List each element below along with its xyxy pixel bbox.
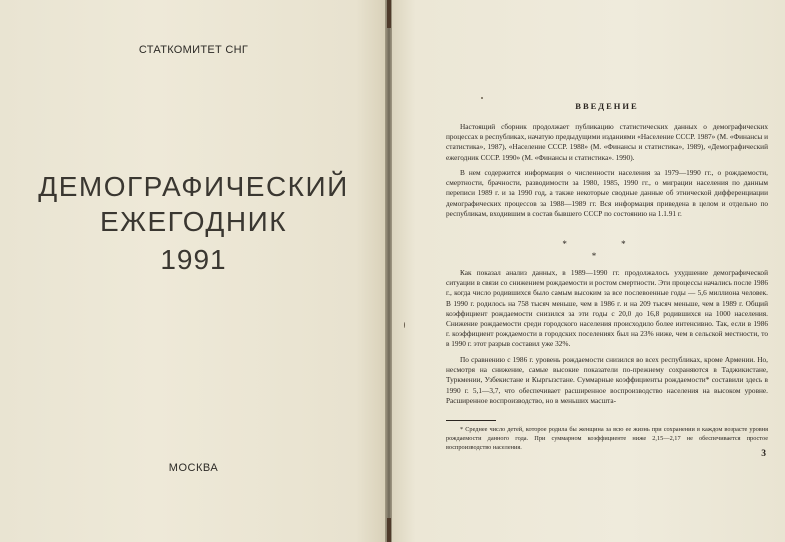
separator-star-bottom: * [591, 251, 623, 261]
title-line-1: ДЕМОГРАФИЧЕСКИЙ [38, 171, 349, 202]
title-line-2: ЕЖЕГОДНИК [99, 206, 288, 237]
gutter-mark-top [387, 0, 391, 28]
paragraph-1: Настоящий сборник продолжает публикацию статистических данных о демографических процессах в республиках, начатую предыдущими изданиями «Население СССР. 1987» (М. «Финансы и статистика», 1987), «Население СССР. 1988» (М. «Финансы и статистика», 1989), «Демографический ежегодник СССР. 1990» (М. «Финансы и статистика». 1990). [446, 122, 768, 162]
publication-city: МОСКВА [168, 462, 219, 474]
paper-speck [481, 97, 483, 99]
publisher-name: СТАТКОМИТЕТ СНГ [138, 44, 249, 56]
left-page [0, 0, 387, 542]
title-year: 1991 [160, 244, 227, 275]
section-separator [446, 238, 768, 262]
separator-stars-top: * * [562, 239, 652, 249]
paragraph-2: В нем содержится информация о численности населения за 1979—1990 гг., о рождаемости, смертности, брачности, разводимости за 1980, 1985, 1990 гг., о миграции населения по данным переписи 1989 г. и за 1990 год, а также некоторые сводные данные об этнической дифференциации демографических процессов за 1988—1989 гг. Вся информация приведена в целом и отдельно по республикам, входившим в состав бывшего СССР по состоянию на 1.1.91 г. [446, 168, 768, 218]
paragraph-3: Как показал анализ данных, в 1989—1990 гг. продолжалось ухудшение демографической ситуации в связи со снижением рождаемости и ростом смертности. Эти процессы начались после 1986 г., когда число родившихся было самым высоким за все послевоенные годы — 5,6 миллиона человек. В 1990 г. родилось на 758 тысяч меньше, чем в 1986 г. и на 209 тысяч меньше, чем в 1989 г. Общий коэффициент рождаемости снизился за эти годы с 20,0 до 16,8 родившихся на 1000 населения. Снижение рождаемости среди городского населения происходило более интенсивно. Так, если в 1986 г. коэффициент рождаемости в городских поселениях был на 23% ниже, чем в сельской местности, то в 1990 г. этот разрыв составил уже 32%. [446, 268, 768, 349]
footnote: * Среднее число детей, которое родила бы женщина за всю ее жизнь при сохранении в каждом возрасте уровня рождаемости данного года. При суммарном коэффициенте ниже 2,15—2,17 не обеспечивается простое воспроизводство населения. [446, 426, 768, 451]
section-heading: ВВЕДЕНИЕ [575, 101, 639, 111]
gutter-mark-bottom [387, 518, 391, 542]
footnote-rule [446, 420, 496, 421]
page-number: 3 [761, 449, 766, 459]
paragraph-4: По сравнению с 1986 г. уровень рождаемости снизился во всех республиках, кроме Армении. Но, несмотря на снижение, самые высокие показатели по-прежнему сохраняются в Таджикистане, Туркмении, Узбекистане и Кыргызстане. Суммарные коэффициенты рождаемости* составили здесь в 1990 г. 5,1—3,7, что обеспечивает расширенное воспроизводство населения на высоком уровне. Расширенное воспроизводство, но в меньших масшта- [446, 355, 768, 405]
paper-speck [404, 322, 405, 328]
book-title [0, 170, 387, 278]
